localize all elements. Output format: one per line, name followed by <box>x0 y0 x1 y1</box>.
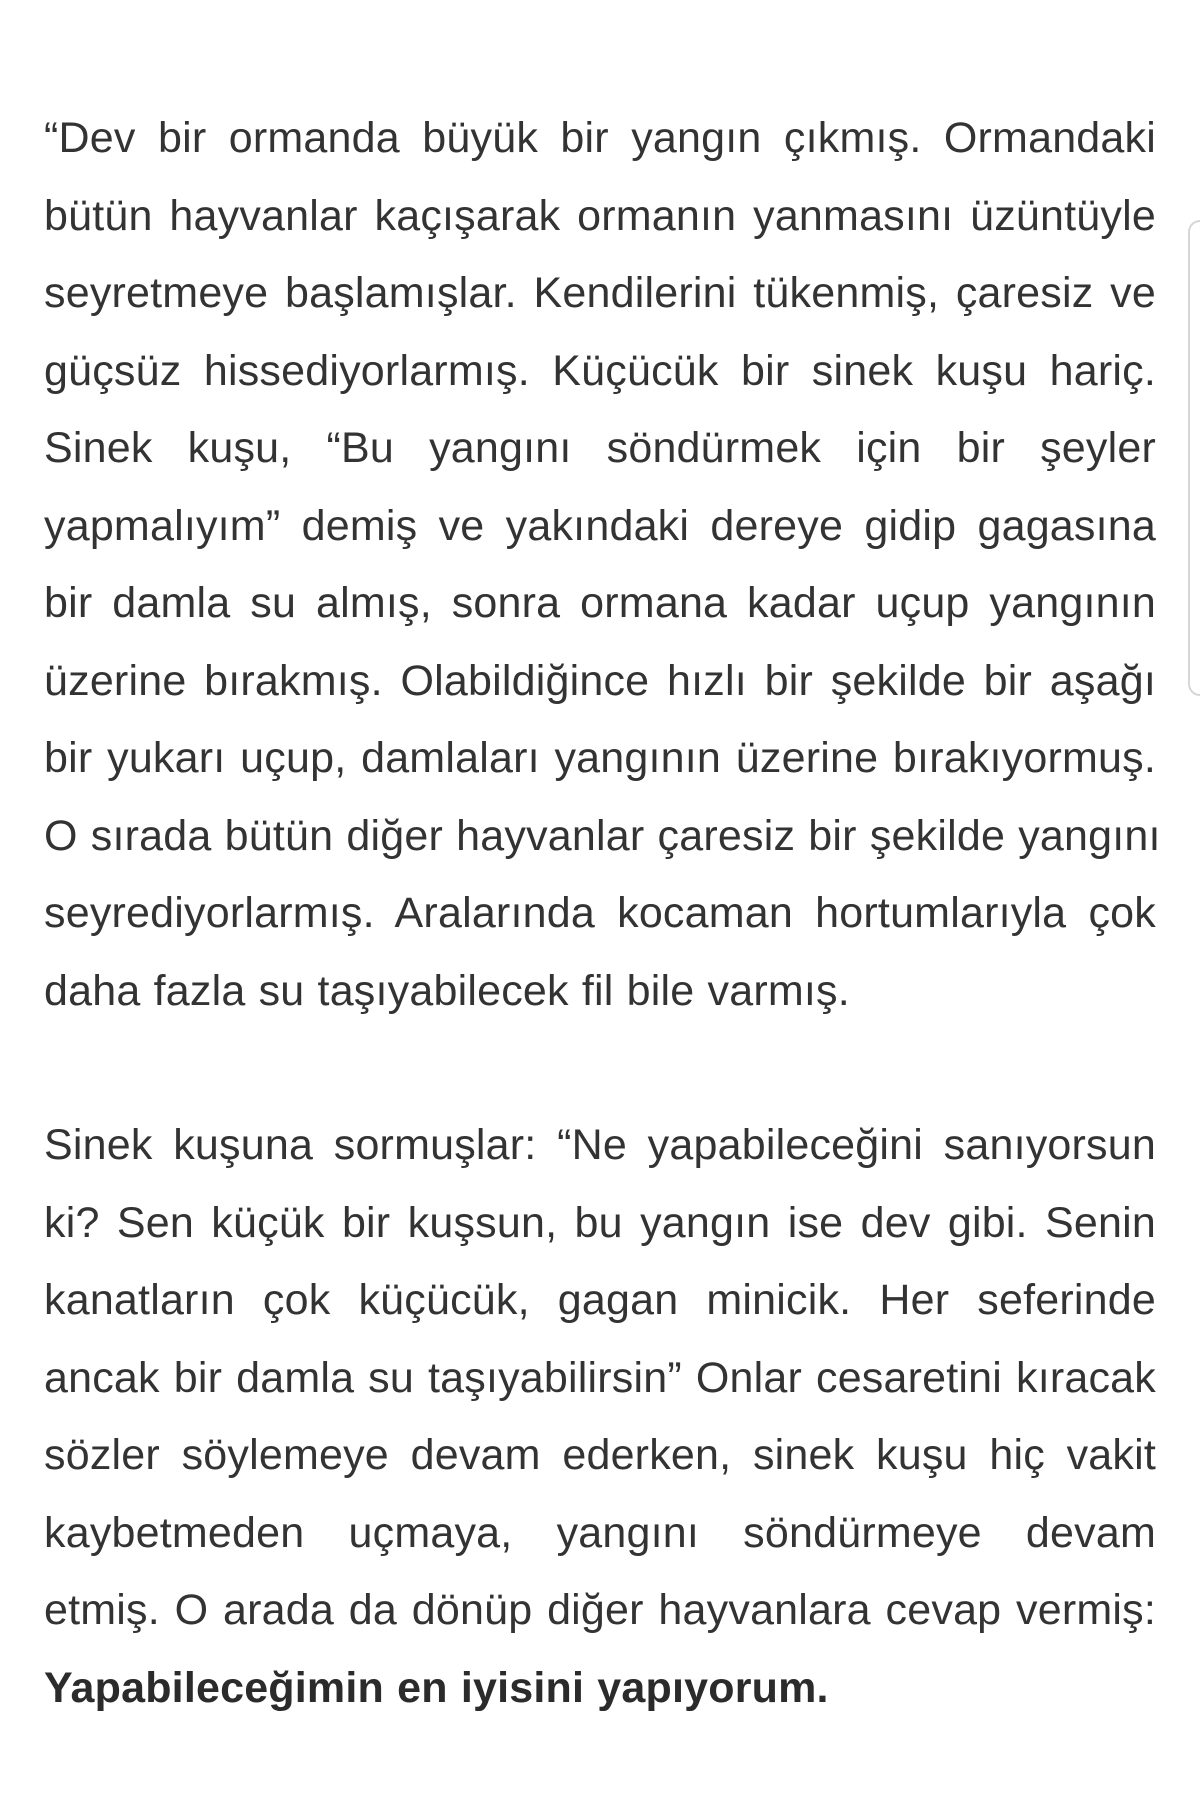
paragraph-1 <box>44 100 1161 1030</box>
text-line: güçsüz hissediyorlarmış. Küçücük bir sinek kuşu hariç. <box>44 346 1156 395</box>
text-line: kaybetmeden uçmaya, yangını söndürmeye devam <box>44 1508 1156 1557</box>
text-line: Sinek kuşu, “Bu yangını söndürmek için bir şeyler <box>44 424 1156 472</box>
text-line: ancak bir damla su taşıyabilirsin” Onlar cesaretini kıracak <box>44 1353 1156 1402</box>
text-line: bir yukarı uçup, damlaları yangının üzerine bırakıyormuş. <box>44 734 1156 782</box>
text-line: yapmalıyım” demiş ve yakındaki dereye gidip gagasına <box>44 501 1156 550</box>
scroll-indicator[interactable] <box>1188 220 1200 696</box>
text-line: bütün hayvanlar kaçışarak ormanın yanmasını üzüntüyle <box>44 191 1156 240</box>
paragraph-2 <box>44 1107 1156 1727</box>
text-line: daha fazla su taşıyabilecek fil bile varmış. <box>44 966 850 1015</box>
text-line: O sırada bütün diğer hayvanlar çaresiz bir şekilde yangını <box>44 811 1161 860</box>
text-line: sözler söylemeye devam ederken, sinek kuşu hiç vakit <box>44 1431 1156 1479</box>
text-line: seyretmeye başlamışlar. Kendilerini tükenmiş, çaresiz ve <box>44 269 1156 317</box>
text-line: kanatların çok küçücük, gagan minicik. Her seferinde <box>44 1276 1156 1324</box>
text-line: etmiş. O arada da dönüp diğer hayvanlara cevap vermiş: <box>44 1586 1156 1634</box>
text-line: Sinek kuşuna sormuşlar: “Ne yapabileceğini sanıyorsun <box>44 1121 1156 1169</box>
text-line: seyrediyorlarmış. Aralarında kocaman hortumlarıyla çok <box>44 889 1156 937</box>
text-line: üzerine bırakmış. Olabildiğince hızlı bir şekilde bir aşağı <box>44 656 1156 705</box>
text-line: ki? Sen küçük bir kuşsun, bu yangın ise dev gibi. Senin <box>44 1198 1156 1247</box>
text-line: “Dev bir ormanda büyük bir yangın çıkmış. Ormandaki <box>44 114 1156 162</box>
bold-conclusion: Yapabileceğimin en iyisini yapıyorum. <box>44 1663 829 1712</box>
article-body <box>44 100 1161 1727</box>
text-line: bir damla su almış, sonra ormana kadar uçup yangının <box>44 579 1156 627</box>
